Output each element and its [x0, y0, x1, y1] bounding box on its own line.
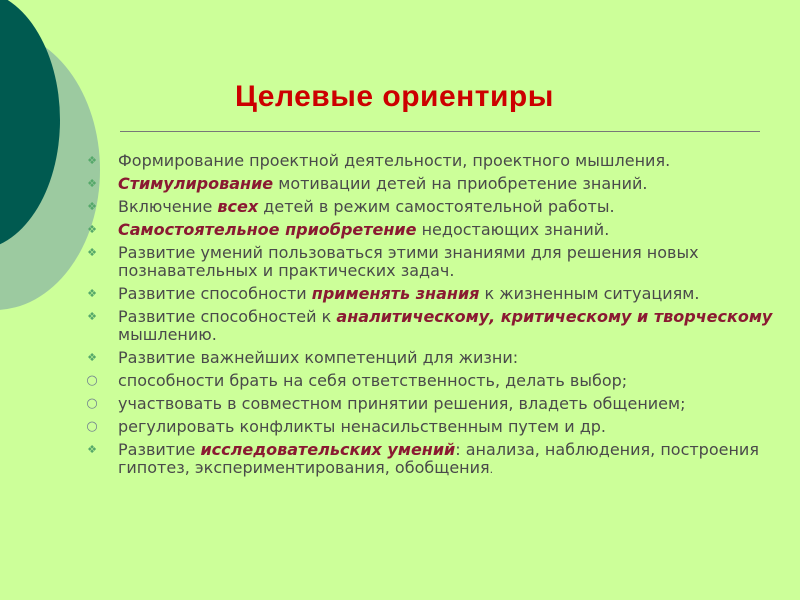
item-text: Развитие важнейших компетенций для жизни: [118, 348, 519, 367]
highlighted-text: исследовательских умений [200, 440, 456, 459]
diamond-bullet-icon: ❖ [87, 200, 97, 213]
diamond-bullet-icon: ❖ [87, 443, 97, 456]
circle-bullet-icon: ○ [86, 419, 98, 434]
item-text: . [489, 463, 494, 476]
bullet-list [82, 152, 782, 484]
list-item [82, 395, 782, 413]
diamond-bullet-icon: ❖ [87, 246, 97, 259]
diamond-bullet-icon: ❖ [87, 154, 97, 167]
item-text: мышлению. [118, 325, 217, 344]
item-text: к жизненным ситуациям. [479, 284, 700, 303]
item-text: регулировать конфликты ненасильственным путем и др. [118, 417, 606, 436]
diamond-bullet-icon: ❖ [87, 223, 97, 236]
diamond-bullet-icon: ❖ [87, 351, 97, 364]
item-text: Развитие [118, 440, 201, 459]
item-text: Развитие способностей к [118, 307, 337, 326]
item-text: детей в режим самостоятельной работы. [258, 197, 615, 216]
title-divider [120, 131, 760, 132]
list-item [82, 175, 782, 193]
item-text: Включение [118, 197, 218, 216]
item-text: способности брать на себя ответственность, делать выбор; [118, 371, 628, 390]
item-text: : анализа, наблюдения, построения гипотез, экспериментирования, обобщения [118, 440, 759, 477]
highlighted-text: Самостоятельное приобретение [118, 220, 417, 239]
highlighted-text: аналитическому, критическому и творческому [336, 307, 773, 326]
item-text: Развитие способности [118, 284, 312, 303]
list-item [82, 372, 782, 390]
item-text: Формирование проектной деятельности, проектного мышления. [118, 151, 671, 170]
slide-title: Целевые ориентиры [235, 80, 554, 113]
diamond-bullet-icon: ❖ [87, 177, 97, 190]
highlighted-text: Стимулирование [118, 174, 274, 193]
list-item [82, 221, 782, 239]
list-item [82, 308, 782, 344]
list-item [82, 244, 782, 280]
highlighted-text: применять знания [311, 284, 480, 303]
list-item [82, 152, 782, 170]
diamond-bullet-icon: ❖ [87, 287, 97, 300]
list-item [82, 418, 782, 436]
list-item [82, 441, 782, 479]
circle-bullet-icon: ○ [86, 373, 98, 388]
highlighted-text: всех [217, 197, 259, 216]
item-text: недостающих знаний. [416, 220, 610, 239]
item-text: Развитие умений пользоваться этими знаниями для решения новых познавательных и практических задач. [118, 243, 699, 280]
diamond-bullet-icon: ❖ [87, 310, 97, 323]
circle-bullet-icon: ○ [86, 396, 98, 411]
list-item [82, 198, 782, 216]
list-item [82, 349, 782, 367]
list-item [82, 285, 782, 303]
item-text: участвовать в совместном принятии решения, владеть общением; [118, 394, 686, 413]
item-text: мотивации детей на приобретение знаний. [273, 174, 648, 193]
